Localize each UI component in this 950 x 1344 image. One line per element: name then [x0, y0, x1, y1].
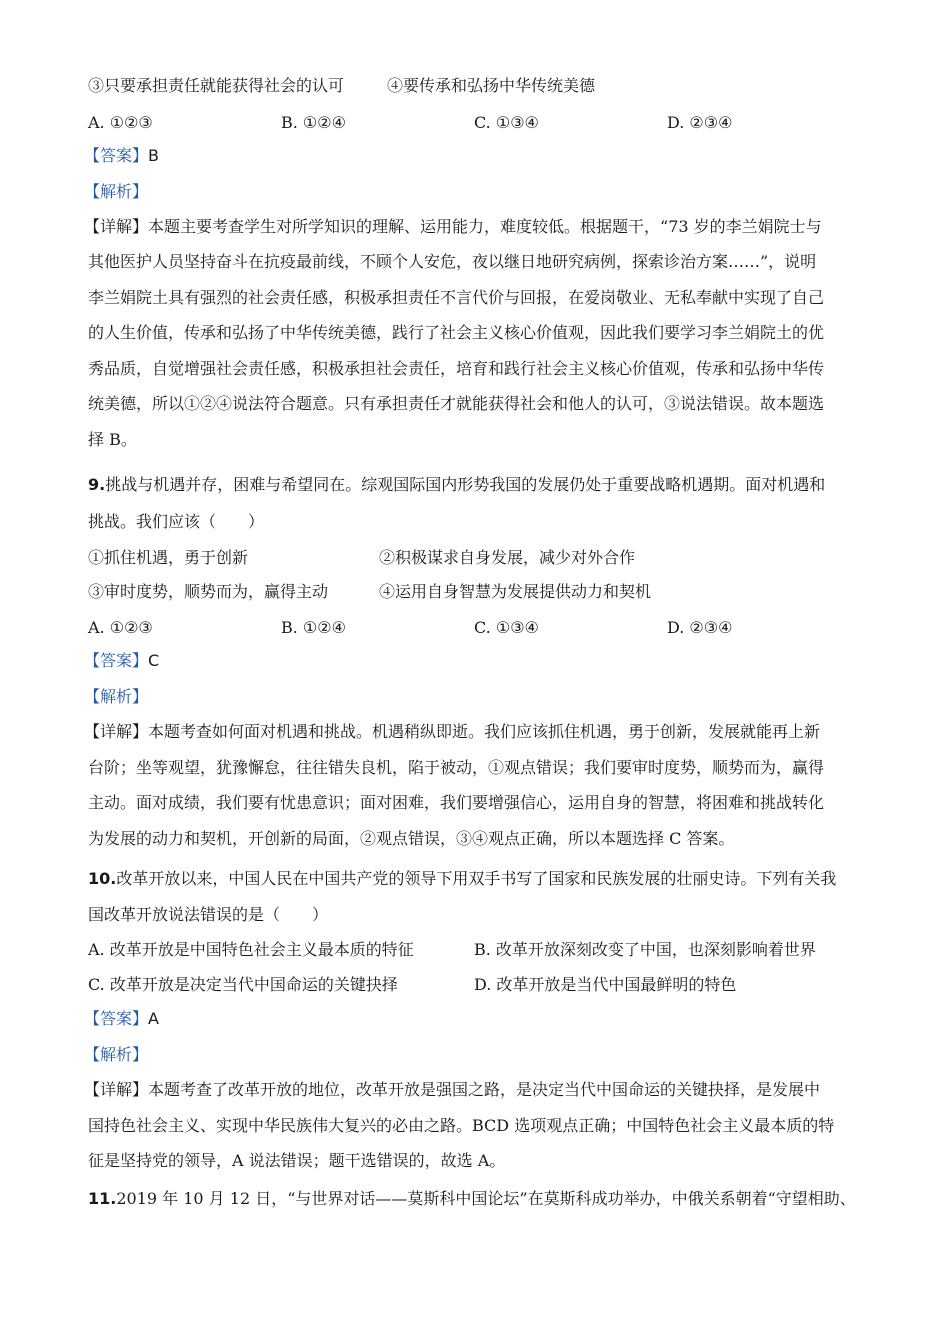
q9-choice-a: A. ①②③ — [88, 618, 153, 637]
answer-tag: 【答案】 — [84, 1009, 149, 1028]
q8-option-3: ③只要承担责任就能获得社会的认可 — [88, 76, 345, 95]
q10-analysis-tag: 【解析】 — [84, 1045, 149, 1064]
q8-detail-line-3: 李兰娟院土具有强烈的社会责任感，积极承担责任不言代价与回报，在爱岗敬业、无私奉献中实现了自己 — [88, 288, 825, 307]
q10-choice-d: D. 改革开放是当代中国最鲜明的特色 — [474, 975, 737, 994]
q9-detail-line-1 — [84, 720, 820, 744]
q9-choice-b: B. ①②④ — [281, 618, 346, 637]
detail-tag: 【详解】 — [84, 1080, 149, 1099]
q10-stem-line-1 — [88, 867, 836, 891]
q8-analysis-tag: 【解析】 — [84, 182, 149, 201]
q9-choice-d: D. ②③④ — [667, 618, 733, 637]
q8-detail-line-2: 其他医护人员坚持奋斗在抗疫最前线，不顾个人安危，夜以继日地研究病例，探索诊治方案……”，说明 — [88, 252, 817, 271]
q9-option-4: ④运用自身智慧为发展提供动力和契机 — [379, 582, 652, 601]
q9-answer — [84, 649, 159, 673]
q8-detail-line-1 — [84, 215, 822, 239]
q10-choice-a: A. 改革开放是中国特色社会主义最本质的特征 — [88, 940, 414, 959]
q8-choice-a: A. ①②③ — [88, 113, 153, 132]
detail-text: 本题考查了改革开放的地位，改革开放是强国之路，是决定当代中国命运的关键抉择，是发展中 — [148, 1080, 821, 1099]
q8-detail-line-5: 秀品质，自觉增强社会责任感，积极承担社会责任，培育和践行社会主义核心价值观，传承和弘扬中华传 — [88, 359, 825, 378]
q8-option-4: ④要传承和弘扬中华传统美德 — [387, 76, 596, 95]
q10-stem-line-2: 国改革开放说法错误的是（ ） — [88, 905, 329, 924]
q9-detail-line-3: 主动。面对成绩，我们要有忧患意识；面对困难，我们要增强信心，运用自身的智慧，将困难和挑战转化 — [88, 793, 825, 812]
q11-stem-line-1 — [88, 1187, 856, 1211]
question-number: 11. — [88, 1189, 117, 1208]
q10-detail-line-3: 征是坚持党的领导，A 说法错误；题干选错误的，故选 A。 — [88, 1151, 506, 1170]
q10-detail-line-1 — [84, 1078, 820, 1102]
q9-option-2: ②积极谋求自身发展，减少对外合作 — [379, 548, 636, 567]
question-number: 9. — [88, 475, 106, 494]
q9-choice-c: C. ①③④ — [474, 618, 539, 637]
q10-choice-b: B. 改革开放深刻改变了中国，也深刻影响着世界 — [474, 940, 816, 959]
q9-option-1: ①抓住机遇，勇于创新 — [88, 548, 249, 567]
stem-text: 挑战与机遇并存，困难与希望同在。综观国际国内形势我国的发展仍处于重要战略机遇期。面对机遇和 — [105, 475, 826, 494]
q9-option-3: ③审时度势，顺势而为，赢得主动 — [88, 582, 329, 601]
detail-tag: 【详解】 — [84, 722, 149, 741]
q10-detail-line-2: 国持色社会主义、实现中华民族伟大复兴的必由之路。BCD 选项观点正确；中国特色社会主义最本质的特 — [88, 1116, 835, 1135]
stem-text: 改革开放以来，中国人民在中国共产党的领导下用双手书写了国家和民族发展的壮丽史诗。下列有关我 — [116, 869, 837, 888]
answer-tag: 【答案】 — [84, 146, 149, 165]
stem-text: 2019 年 10 月 12 日，“与世界对话——莫斯科中国论坛”在莫斯科成功举办，中俄关系朝着“守望相助、 — [116, 1189, 856, 1208]
detail-text: 本题考查如何面对机遇和挑战。机遇稍纵即逝。我们应该抓住机遇，勇于创新，发展就能再上新 — [148, 722, 821, 741]
q8-detail-line-4: 的人生价值，传承和弘扬了中华传统美德，践行了社会主义核心价值观，因此我们要学习李兰娟院土的优 — [88, 323, 825, 342]
q8-answer — [84, 144, 159, 168]
answer-tag: 【答案】 — [84, 651, 149, 670]
q8-detail-line-6: 统美德，所以①②④说法符合题意。只有承担责任才就能获得社会和他人的认可，③说法错误。故本题选 — [88, 394, 825, 413]
answer-letter: C — [148, 651, 160, 670]
q9-detail-line-2: 台阶；坐等观望，犹豫懈怠，往往错失良机，陷于被动，①观点错误；我们要审时度势，顺势而为，赢得 — [88, 758, 825, 777]
q8-detail-line-7: 择 B。 — [88, 430, 137, 449]
q8-choice-c: C. ①③④ — [474, 113, 539, 132]
detail-tag: 【详解】 — [84, 217, 149, 236]
detail-text: 本题主要考查学生对所学知识的理解、运用能力，难度较低。根据题干，“73 岁的李兰娟院士与 — [148, 217, 822, 236]
q8-choice-b: B. ①②④ — [281, 113, 346, 132]
q8-choice-d: D. ②③④ — [667, 113, 733, 132]
q9-stem-line-2: 挑战。我们应该（ ） — [88, 512, 265, 531]
q10-answer — [84, 1007, 159, 1031]
q9-detail-line-4: 为发展的动力和契机，开创新的局面，②观点错误，③④观点正确，所以本题选择 C 答案。 — [88, 829, 735, 848]
answer-letter: A — [148, 1009, 159, 1028]
q10-choice-c: C. 改革开放是决定当代中国命运的关键抉择 — [88, 975, 398, 994]
answer-letter: B — [148, 146, 159, 165]
question-number: 10. — [88, 869, 117, 888]
q9-stem-line-1 — [88, 473, 825, 497]
q9-analysis-tag: 【解析】 — [84, 687, 149, 706]
